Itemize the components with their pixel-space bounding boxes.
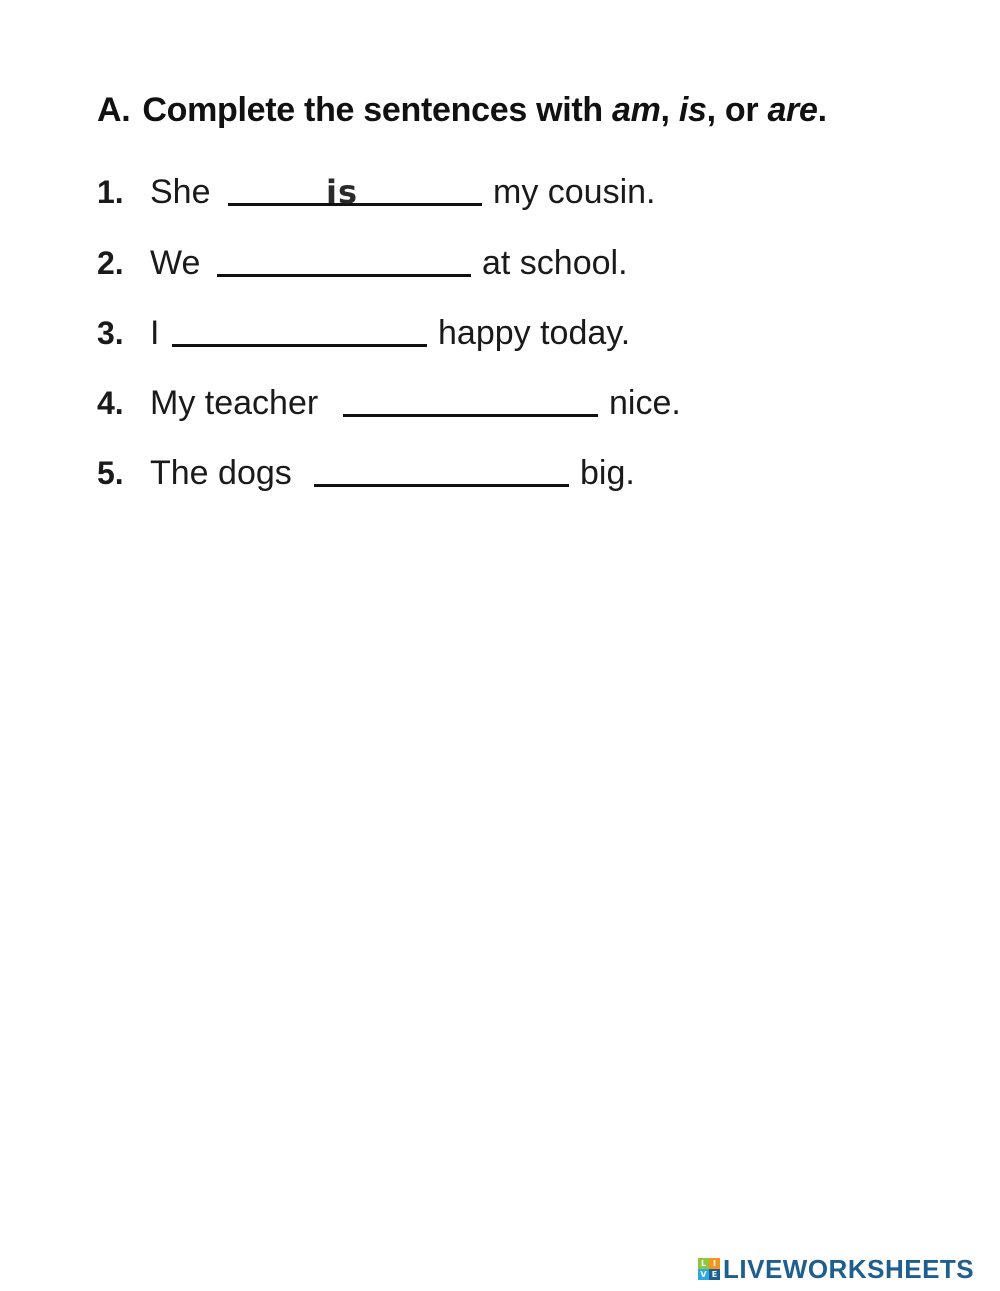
heading-option-are: are [767, 91, 818, 129]
sentence-start: She [150, 173, 211, 211]
answer-text: is [326, 173, 359, 211]
logo-mark-cell: L [698, 1258, 709, 1269]
sentence-end: big. [580, 454, 635, 492]
logo-mark-icon [698, 1258, 720, 1280]
answer-input-5[interactable] [314, 450, 573, 486]
item-number: 3. [97, 315, 124, 351]
item-number: 2. [97, 245, 124, 281]
heading-separator: , or [706, 91, 768, 129]
item-number: 4. [97, 385, 124, 421]
heading-period: . [817, 91, 827, 129]
sentence-start: We [150, 244, 201, 282]
sentence-end: my cousin. [493, 173, 656, 211]
heading-option-am: am [612, 91, 661, 129]
exercise-heading [97, 88, 827, 132]
sentence-start: The dogs [150, 454, 292, 492]
heading-option-is: is [678, 91, 707, 129]
exercise-letter: A. [97, 91, 131, 129]
sentence-item-5 [0, 450, 1000, 496]
answer-input-2[interactable] [217, 240, 475, 276]
sentence-end: nice. [609, 384, 681, 422]
heading-separator: , [660, 91, 679, 129]
sentence-end: happy today. [438, 314, 631, 352]
sentence-item-4 [0, 380, 1000, 426]
liveworksheets-logo[interactable] [698, 1254, 974, 1284]
sentence-item-2 [0, 240, 1000, 286]
sentence-item-3 [0, 310, 1000, 356]
sentence-start: I [150, 314, 160, 352]
item-number: 1. [97, 174, 124, 210]
answer-input-3[interactable] [172, 310, 431, 346]
logo-mark-cell: V [698, 1269, 709, 1280]
answer-input-4[interactable] [343, 380, 602, 416]
sentence-end: at school. [482, 244, 628, 282]
heading-text: Complete the sentences with [142, 91, 612, 129]
logo-mark-cell: I [709, 1258, 720, 1269]
sentence-start: My teacher [150, 384, 319, 422]
sentence-item-1 [0, 169, 1000, 215]
logo-mark-cell: E [709, 1269, 720, 1280]
logo-text: LIVEWORKSHEETS [723, 1253, 975, 1284]
item-number: 5. [97, 455, 124, 491]
